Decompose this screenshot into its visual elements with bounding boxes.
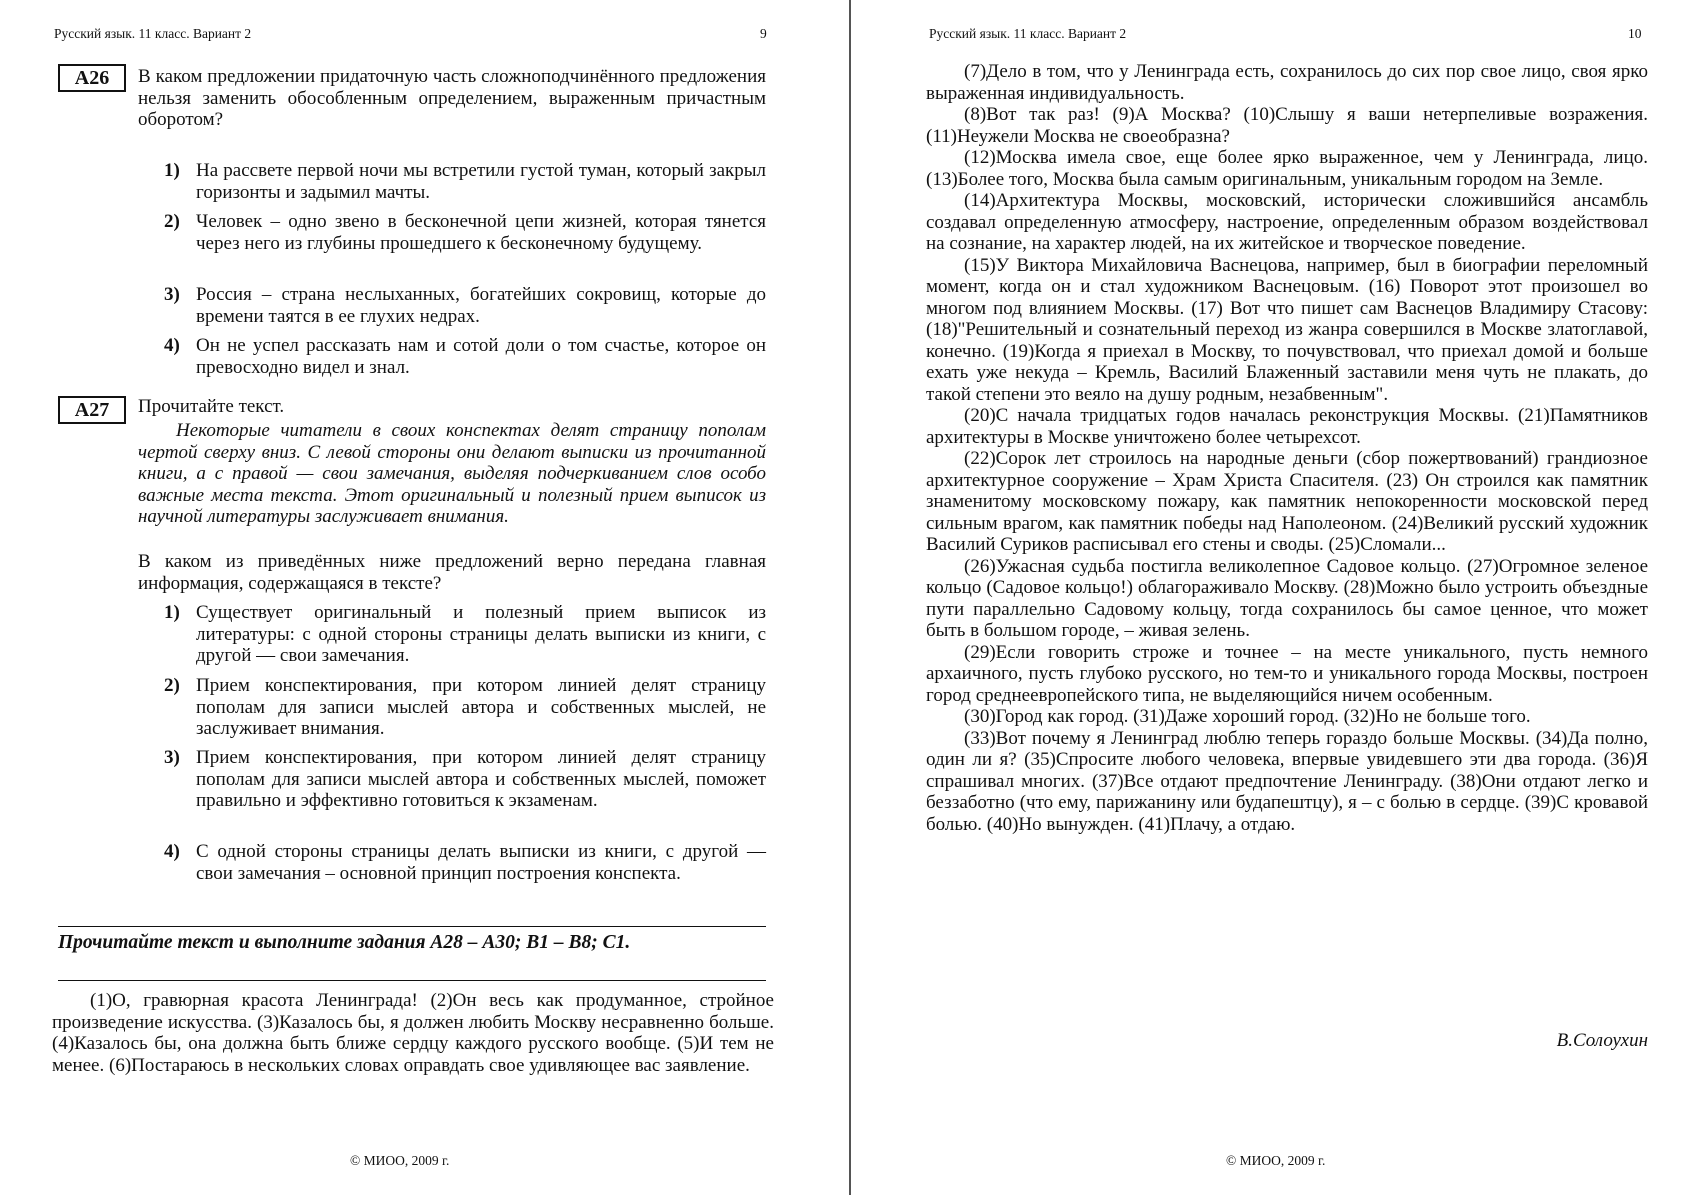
option-text: Человек – одно звено в бесконечной цепи жизней, которая тянется через него из глубины прошедшего к бесконечному будущему.	[196, 211, 766, 254]
a27-question: В каком из приведённых ниже предложений верно передана главная информация, содержащаяся в тексте?	[138, 551, 766, 594]
option-text: Прием конспектирования, при котором линией делят страницу пополам для записи мыслей автора и собственных мыслей, поможет правильно и эффективно готовиться к экзаменам.	[196, 747, 766, 811]
task-label-a27: А27	[58, 396, 126, 424]
task-label-a26: А26	[58, 64, 126, 92]
text-paragraph: (30)Город как город. (31)Даже хороший город. (32)Но не больше того.	[964, 706, 1531, 727]
option-number: 2)	[164, 675, 180, 696]
text-paragraph: (15)У Виктора Михайловича Васнецова, например, был в биографии переломный момент, когда он и стал художником Васнецовым. (16) Поворот этот произошел во многом под влиянием Москвы. (17) Вот что пишет сам Васнецов Владимиру Стасову: (18)"Решительный и сознательный переход из жанра совершился в Москве златоглавой, конечно. (19)Когда я приехал в Москву, то почувствовал, что приехал домой и больше ехать уже некуда – Кремль, Василий Блаженный заставили меня чуть не плакать, до такой степени это веяло на душу родным, незабвенным".	[926, 254, 1648, 405]
option-text: Прием конспектирования, при котором линией делят страницу пополам для записи мыслей автора и собственных мыслей, не заслуживает внимания.	[196, 675, 766, 739]
text-body-right	[926, 61, 1648, 835]
a27-intro: Прочитайте текст.	[138, 396, 285, 417]
option-number: 4)	[164, 335, 180, 356]
option-text: Существует оригинальный и полезный прием выписок из литературы: с одной стороны страницы делать выписки из книги, с другой — свои замечания.	[196, 602, 766, 666]
option-number: 1)	[164, 160, 180, 181]
text-paragraph: (20)С начала тридцатых годов началась реконструкция Москвы. (21)Памятников архитектуры в Москве уничтожено более четырехсот.	[926, 405, 1648, 448]
author-signature: В.Солоухин	[1556, 1030, 1648, 1051]
reading-instruction: Прочитайте текст и выполните задания А28 – А30; В1 – В8; С1.	[58, 932, 631, 953]
header-title-left: Русский язык. 11 класс. Вариант 2	[54, 26, 252, 41]
option-number: 1)	[164, 602, 180, 623]
option-text: Он не успел рассказать нам и сотой доли о том счастье, которое он превосходно видел и знал.	[196, 335, 766, 378]
option-text: С одной стороны страницы делать выписки из книги, с другой — свои замечания – основной принцип построения конспекта.	[196, 841, 766, 884]
text-paragraph: (33)Вот почему я Ленинград люблю теперь гораздо больше Москвы. (34)Да полно, один ли я? (35)Спросите любого человека, впервые увидевшего эти два города. (36)Я спрашивал многих. (37)Все отдают предпочтение Ленинграду. (38)Они отдают легко и беззаботно (что ему, парижанину или будапештцу), я – с болью в сердце. (39)С кровавой болью. (40)Но вынужден. (41)Плачу, а отдаю.	[926, 727, 1648, 835]
option-number: 4)	[164, 841, 180, 862]
text-paragraph: (26)Ужасная судьба постигла великолепное Садовое кольцо. (27)Огромное зеленое кольцо (Садовое кольцо!) облагораживало Москву. (28)Можно было устроить объездные пути параллельно Садовому кольцу, тогда сохранилось бы самое ценное, что может быть в большом городе, – живая зелень.	[926, 555, 1648, 641]
a27-passage: Некоторые читатели в своих конспектах делят страницу пополам чертой сверху вниз. С левой стороны они делают выписки из прочитанной книги, а с правой — свои замечания, выделяя подчеркиванием слов особо важные места текста. Этот оригинальный и полезный прием выписок из научной литературы заслуживает внимания.	[138, 420, 766, 527]
text-paragraph: (22)Сорок лет строилось на народные деньги (сбор пожертвований) грандиозное архитектурное сооружение – Храм Христа Спасителя. (23) Он строился как памятник знаменитому московскому пожару, как памятник непокоренности московской перед сильным врагом, как памятник победы над Наполеоном. (24)Великий русский художник Василий Суриков расписывал его стены и своды. (25)Сломали...	[926, 448, 1648, 555]
text-paragraph: (29)Если говорить строже и точнее – на месте уникального, пусть немного архаичного, пусть глубоко русского, но тем-то и уникального города Москвы, построен город среднеевропейского типа, не выделяющийся ничем особенным.	[926, 641, 1648, 706]
footer-right: © МИОО, 2009 г.	[1226, 1153, 1326, 1168]
option-number: 2)	[164, 211, 180, 232]
option-text: Россия – страна неслыханных, богатейших сокровищ, которые до времени таятся в ее глухих недрах.	[196, 284, 766, 327]
option-number: 3)	[164, 747, 180, 768]
option-number: 3)	[164, 284, 180, 305]
text-paragraph: (7)Дело в том, что у Ленинграда есть, сохранилось до сих пор свое лицо, своя ярко выраженная индивидуальность.	[926, 61, 1648, 104]
header-title-right: Русский язык. 11 класс. Вариант 2	[929, 26, 1127, 41]
text-paragraph: (14)Архитектура Москвы, московский, исторически сложившийся ансамбль создавал определенную атмосферу, настроение, определенным образом воздействовал на сознание, на характер людей, на их житейское и творческое поведение.	[926, 190, 1648, 254]
text-paragraph: (1)О, гравюрная красота Ленинграда! (2)Он весь как продуманное, стройное произведение искусства. (3)Казалось бы, я должен любить Москву несравненно больше. (4)Казалось бы, она должна быть ближе сердцу каждого русского вообще. (5)И тем не менее. (6)Постараюсь в нескольких словах оправдать свое удивляющее вас заявление.	[52, 990, 774, 1076]
page-number-right: 10	[1628, 26, 1642, 41]
text-paragraph: (12)Москва имела свое, еще более ярко выраженное, чем у Ленинграда, лицо. (13)Более того, Москва была самым оригинальным, уникальным городом на Земле.	[926, 147, 1648, 190]
a26-question: В каком предложении придаточную часть сложноподчинённого предложения нельзя заменить обособленным определением, выраженным причастным оборотом?	[138, 66, 766, 130]
text-paragraph: (8)Вот так раз! (9)А Москва? (10)Слышу я ваши нетерпеливые возражения. (11)Неужели Москва не своеобразна?	[926, 104, 1648, 147]
page-number-left: 9	[760, 26, 767, 41]
option-text: На рассвете первой ночи мы встретили густой туман, который закрыл горизонты и задымил мачты.	[196, 160, 766, 203]
footer-left: © МИОО, 2009 г.	[350, 1153, 450, 1168]
